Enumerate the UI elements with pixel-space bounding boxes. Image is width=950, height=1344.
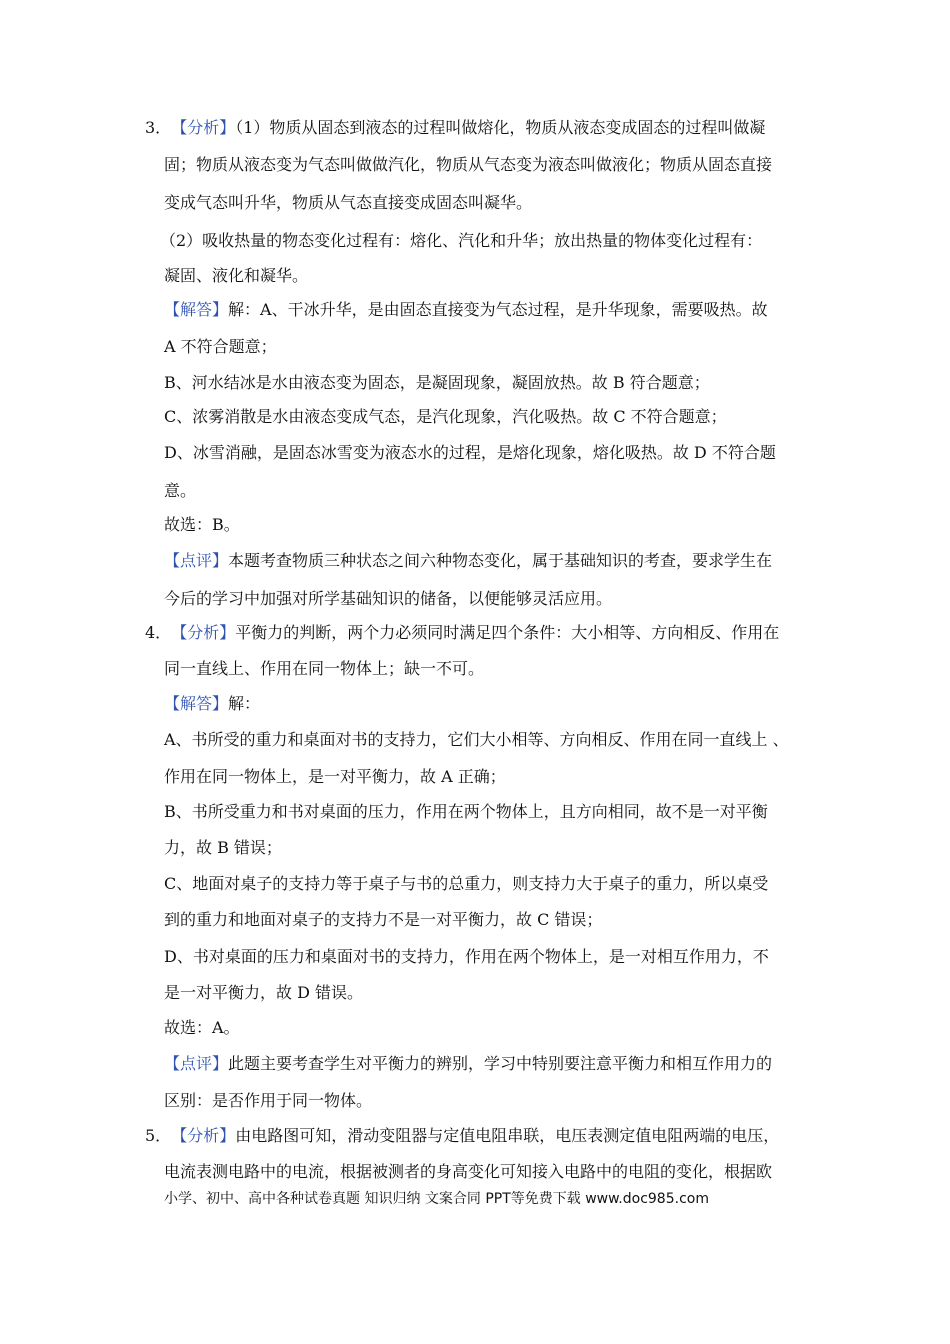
- q4-answer-line-5: 力，故 B 错误；: [164, 838, 282, 857]
- q5-analysis-text: 由电路图可知，滑动变阻器与定值电阻串联，电压表测定值电阻两端的电压，: [235, 1126, 780, 1145]
- q4-analysis-tag: 【分析】: [171, 623, 236, 642]
- q4-answer-line-2: A、书所受的重力和桌面对书的支持力，它们大小相等、方向相反、作用在同一直线上 、: [164, 730, 789, 749]
- q4-answer-line-3: 作用在同一物体上，是一对平衡力，故 A 正确；: [164, 767, 506, 786]
- q3-analysis-text: （1）物质从固态到液态的过程叫做熔化，物质从液态变成固态的过程叫做凝: [235, 118, 766, 137]
- q3-answer-tag: 【解答】: [164, 300, 229, 319]
- q3-comment-tag: 【点评】: [164, 551, 229, 570]
- page-footer: 小学、初中、高中各种试卷真题 知识归纳 文案合同 PPT等免费下载 www.doc985.com: [164, 1191, 709, 1207]
- q4-choice: 故选：A。: [164, 1018, 240, 1037]
- q3-comment-line-1: [164, 551, 772, 571]
- q3-answer-line-3: B、河水结冰是水由液态变为固态，是凝固现象，凝固放热。故 B 符合题意；: [164, 373, 710, 392]
- q4-answer-text: 解：: [228, 694, 261, 713]
- q4-answer-line-9: 是一对平衡力，故 D 错误。: [164, 983, 364, 1002]
- q5-analysis-line-1: [145, 1126, 779, 1146]
- q5-analysis-tag: 【分析】: [171, 1126, 236, 1145]
- q3-number: 3．: [145, 118, 172, 137]
- q4-comment-tag: 【点评】: [164, 1054, 229, 1073]
- q5-analysis-line-2: 电流表测电路中的电流，根据被测者的身高变化可知接入电路中的电阻的变化，根据欧: [164, 1162, 773, 1181]
- q3-analysis-line-1: [145, 118, 765, 138]
- q3-analysis-line-3: 变成气态叫升华，物质从气态直接变成固态叫凝华。: [164, 193, 533, 212]
- q4-answer-line-8: D、书对桌面的压力和桌面对书的支持力，作用在两个物体上，是一对相互作用力，不: [164, 947, 769, 966]
- q3-analysis-tag: 【分析】: [171, 118, 236, 137]
- q4-number: 4．: [145, 623, 172, 642]
- q4-answer-line-7: 到的重力和地面对桌子的支持力不是一对平衡力，故 C 错误；: [164, 910, 603, 929]
- q3-comment-text: 本题考查物质三种状态之间六种物态变化，属于基础知识的考查，要求学生在: [228, 551, 773, 570]
- q4-answer-tag: 【解答】: [164, 694, 229, 713]
- q3-answer-line-2: A 不符合题意；: [164, 337, 277, 356]
- q3-answer-line-1: [164, 300, 768, 320]
- q4-analysis-line-1: [145, 623, 779, 643]
- q4-comment-line-2: 区别：是否作用于同一物体。: [164, 1091, 373, 1110]
- q4-answer-line-4: B、书所受重力和书对桌面的压力，作用在两个物体上，且方向相同，故不是一对平衡: [164, 802, 768, 821]
- q3-choice: 故选：B。: [164, 515, 240, 534]
- q3-answer-line-5: D、冰雪消融，是固态冰雪变为液态水的过程，是熔化现象，熔化吸热。故 D 不符合题: [164, 443, 776, 462]
- q3-answer-line-4: C、浓雾消散是水由液态变成气态，是汽化现象，汽化吸热。故 C 不符合题意；: [164, 407, 727, 426]
- q4-answer-line-6: C、地面对桌子的支持力等于桌子与书的总重力，则支持力大于桌子的重力，所以桌受: [164, 874, 769, 893]
- q3-answer-text: 解：A、干冰升华，是由固态直接变为气态过程，是升华现象，需要吸热。故: [228, 300, 768, 319]
- q5-number: 5．: [145, 1126, 172, 1145]
- q4-answer-line-1: [164, 694, 260, 714]
- q3-analysis-line-4: （2）吸收热量的物态变化过程有：熔化、汽化和升华；放出热量的物体变化过程有：: [160, 231, 763, 250]
- q4-comment-line-1: [164, 1054, 772, 1074]
- q3-analysis-line-2: 固；物质从液态变为气态叫做做汽化，物质从气态变为液态叫做液化；物质从固态直接: [164, 155, 773, 174]
- q3-analysis-line-5: 凝固、液化和凝华。: [164, 266, 309, 285]
- q3-comment-line-2: 今后的学习中加强对所学基础知识的储备，以便能够灵活应用。: [164, 589, 613, 608]
- q4-comment-text: 此题主要考查学生对平衡力的辨别，学习中特别要注意平衡力和相互作用力的: [228, 1054, 773, 1073]
- q4-analysis-line-2: 同一直线上、作用在同一物体上；缺一不可。: [164, 659, 485, 678]
- q4-analysis-text: 平衡力的判断，两个力必须同时满足四个条件：大小相等、方向相反、作用在: [235, 623, 780, 642]
- q3-answer-line-6: 意。: [164, 481, 197, 500]
